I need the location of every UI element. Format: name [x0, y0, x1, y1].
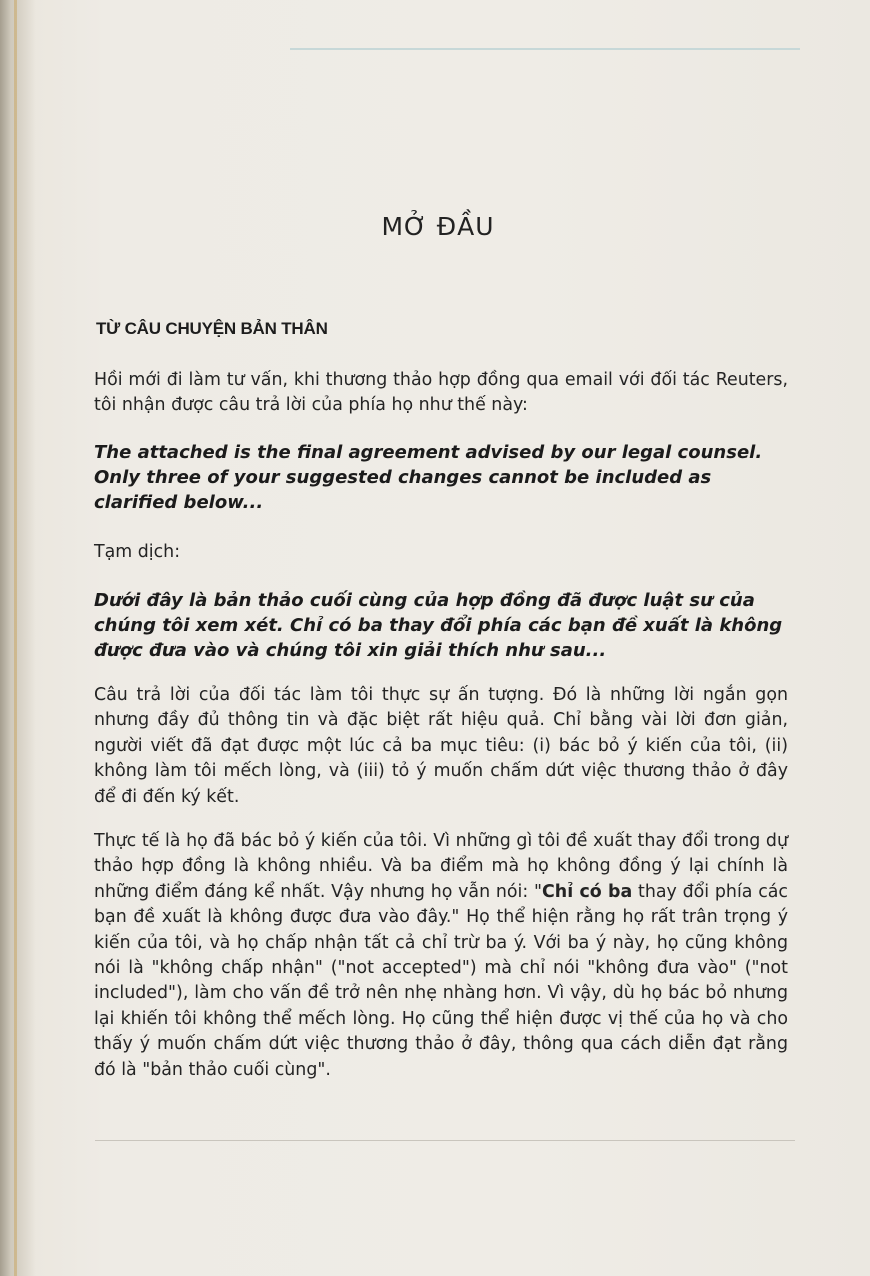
analysis-text-start: Thực tế là họ đã bác bỏ ý kiến của tôi. Vì những gì tôi đề xuất thay đổi trong dự thảo hợp đồng là không nhiều. Và ba điểm mà họ không đồng ý lại chính là những điểm đáng kể nhất. Vậy nhưng họ vẫn nói: " — [94, 831, 788, 902]
bleed-through-header — [290, 0, 800, 50]
spine-edge — [14, 0, 17, 1276]
analysis-paragraph — [94, 829, 788, 1083]
translation-label: Tạm dịch: — [94, 542, 181, 562]
impression-paragraph: Câu trả lời của đối tác làm tôi thực sự ấn tượng. Đó là những lời ngắn gọn nhưng đầy đủ thông tin và đặc biệt rất hiệu quả. Chỉ bằng vài lời đơn giản, người viết đã đạt được một lúc cả ba mục tiêu: (i) bác bỏ ý kiến của tôi, (ii) không làm tôi mếch lòng, và (iii) tỏ ý muốn chấm dứt việc thương thảo ở đây để đi đến ký kết. — [94, 685, 788, 807]
section-title: TỪ CÂU CHUYỆN BẢN THÂN — [96, 319, 328, 338]
analysis-bold-phrase: Chỉ có ba — [542, 881, 633, 902]
vietnamese-quote: Dưới đây là bản thảo cuối cùng của hợp đồng đã được luật sư của chúng tôi xem xét. Chỉ có ba thay đổi phía các bạn đề xuất là không được đưa vào và chúng tôi xin giải thích như sau... — [94, 590, 783, 661]
english-quote: The attached is the final agreement advised by our legal counsel. Only three of your suggested changes cannot be included as clarified below... — [94, 442, 763, 513]
analysis-text-end: thay đổi phía các bạn đề xuất là không được đưa vào đây." Họ thể hiện rằng họ rất trân trọng ý kiến của tôi, và họ chấp nhận tất cả chỉ trừ ba ý. Với ba ý này, họ cũng không nói là "không chấp nhận" ("not accepted") mà chỉ nói "không đưa vào" ("not included"), làm cho vấn đề trở nên nhẹ nhàng hơn. Vì vậy, dù họ bác bỏ nhưng lại khiến tôi không thể mếch lòng. Họ cũng thể hiện được vị thế của họ và cho thấy ý muốn chấm dứt việc thương thảo ở đây, thông qua cách diễn đạt rằng đó là "bản thảo cuối cùng". — [94, 881, 788, 1080]
chapter-heading: MỞ ĐẦU — [381, 212, 495, 241]
intro-paragraph: Hồi mới đi làm tư vấn, khi thương thảo hợp đồng qua email với đối tác Reuters, tôi nhận được câu trả lời của phía họ như thế này: — [94, 370, 788, 416]
bleed-through-footnote-rule — [95, 1140, 795, 1141]
binding-shadow — [0, 0, 36, 1276]
